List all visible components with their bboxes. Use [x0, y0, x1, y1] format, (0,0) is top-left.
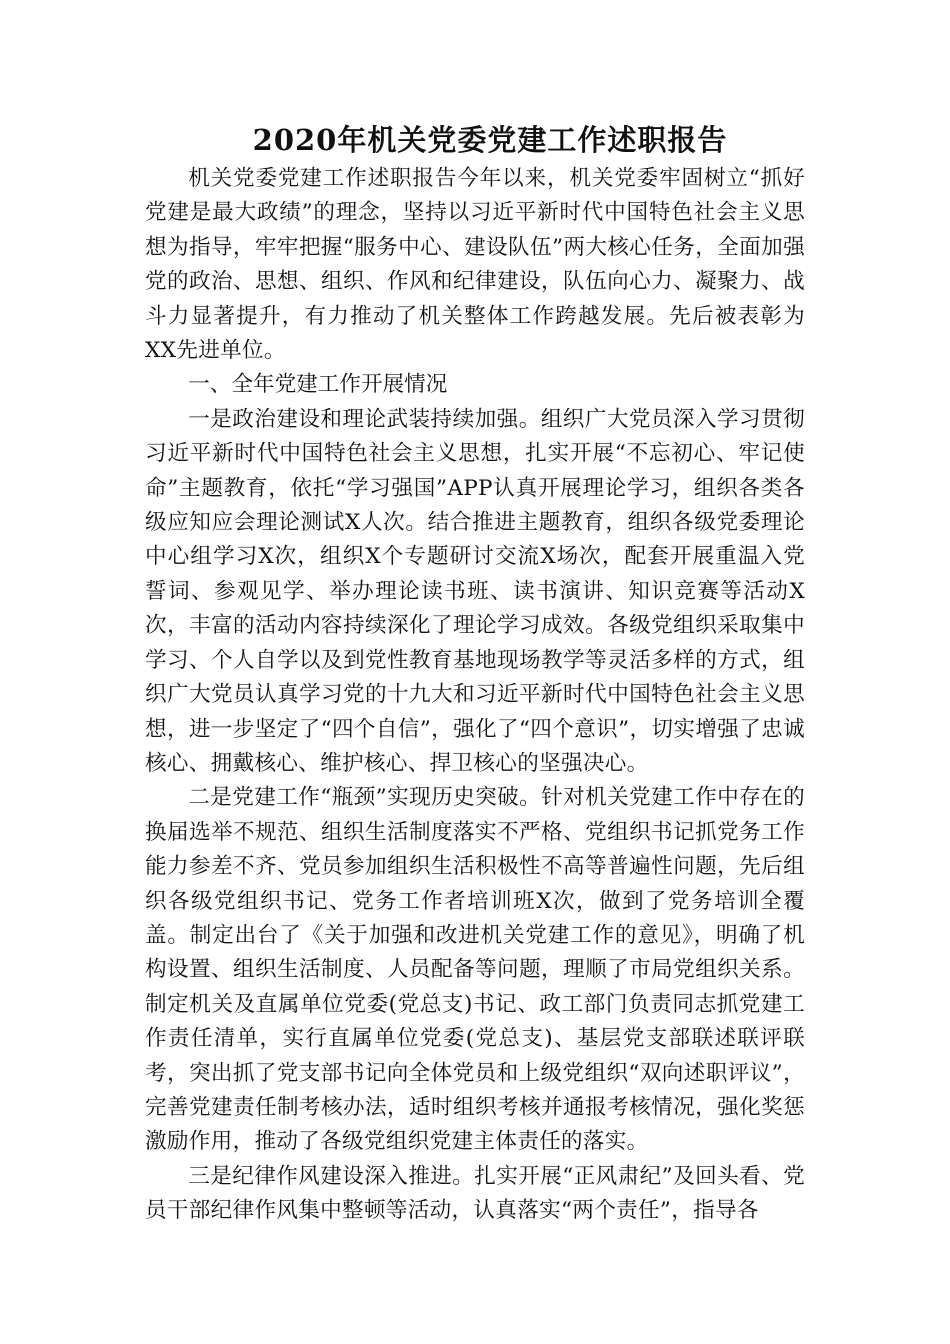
body-paragraph-bottleneck: 二是党建工作“瓶颈”实现历史突破。针对机关党建工作中存在的换届选举不规范、组织生活制度落实不严格、党组织书记抓党务工作能力参差不齐、党员参加组织生活积极性不高等普遍性问题，先后组织各级党组织书记、党务工作者培训班X次，做到了党务培训全覆盖。制定出台了《关于加强和改进机关党建工作的意见》，明确了机构设置、组织生活制度、人员配备等问题，理顺了市局党组织关系。制定机关及直属单位党委(党总支)书记、政工部门负责同志抓党建工作责任清单，实行直属单位党委(党总支)、基层党支部联述联评联考，突出抓了党支部书记向全体党员和上级党组织“双向述职评议”，完善党建责任制考核办法，适时组织考核并通报考核情况，强化奖惩激励作用，推动了各级党组织党建主体责任的落实。 — [145, 785, 805, 1155]
document-title: 2020年机关党委党建工作述职报告 — [252, 123, 728, 157]
document-body — [145, 162, 805, 1229]
document-page — [145, 118, 805, 1229]
body-paragraph-discipline: 三是纪律作风建设深入推进。扎实开展“正风肃纪”及回头看、党员干部纪律作风集中整顿等活动，认真落实“两个责任”，指导各 — [145, 1163, 805, 1224]
body-paragraph-political: 一是政治建设和理论武装持续加强。组织广大党员深入学习贯彻习近平新时代中国特色社会主义思想，扎实开展“不忘初心、牢记使命”主题教育，依托“学习强国”APP认真开展理论学习，组织各类各级应知应会理论测试X人次。结合推进主题教育，组织各级党委理论中心组学习X次，组织X个专题研讨交流X场次，配套开展重温入党誓词、参观见学、举办理论读书班、读书演讲、知识竞赛等活动X次，丰富的活动内容持续深化了理论学习成效。各级党组织采取集中学习、个人自学以及到党性教育基地现场教学等灵活多样的方式，组织广大党员认真学习党的十九大和习近平新时代中国特色社会主义思想，进一步坚定了“四个自信”，强化了“四个意识”，切实增强了忠诚核心、拥戴核心、维护核心、捍卫核心的坚强决心。 — [145, 406, 805, 776]
body-paragraph-intro: 机关党委党建工作述职报告今年以来，机关党委牢固树立“抓好党建是最大政绩”的理念，坚持以习近平新时代中国特色社会主义思想为指导，牢牢把握“服务中心、建设队伍”两大核心任务，全面加强党的政治、思想、组织、作风和纪律建设，队伍向心力、凝聚力、战斗力显著提升，有力推动了机关整体工作跨越发展。先后被表彰为XX先进单位。 — [145, 166, 805, 364]
section-heading-1: 一、全年党建工作开展情况 — [188, 372, 448, 398]
